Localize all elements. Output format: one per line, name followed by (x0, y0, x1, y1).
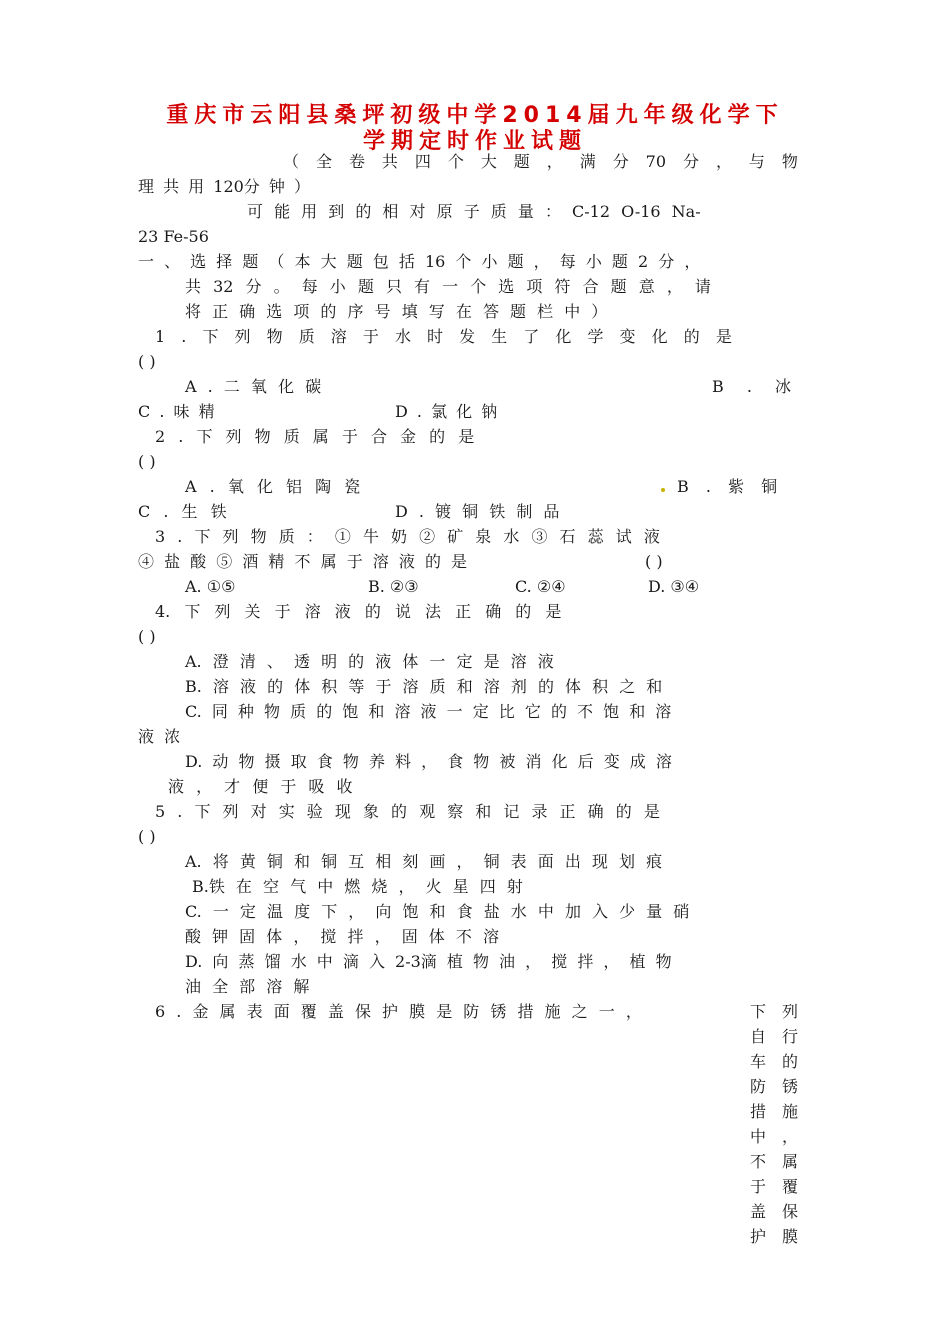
question-5-option-a: A. 将 黄 铜 和 铜 互 相 刻 画 ， 铜 表 面 出 现 划 痕 (185, 852, 663, 871)
question-2-option-b: B . 紫 铜 (677, 477, 778, 496)
question-3-answer-paren: ( ) (645, 552, 663, 571)
question-5-option-c-line-2: 酸 钾 固 体 ， 搅 拌 ， 固 体 不 溶 (185, 927, 499, 946)
question-6-column-line: 自 行 (750, 1027, 798, 1046)
question-6-column-line: 车 的 (750, 1052, 798, 1071)
question-4-option-c-line-2: 液 浓 (138, 727, 181, 746)
stray-dot-mark (661, 488, 665, 492)
question-6-stem: 6 . 金 属 表 面 覆 盖 保 护 膜 是 防 锈 措 施 之 一 ， (155, 1002, 642, 1021)
question-1-answer-paren: ( ) (138, 352, 156, 371)
atomic-masses-line-1: 可 能 用 到 的 相 对 原 子 质 量 ： C-12 O-16 Na- (247, 202, 701, 221)
question-3-stem: 3 . 下 列 物 质 ： ① 牛 奶 ② 矿 泉 水 ③ 石 蕊 试 液 (155, 527, 660, 546)
question-4-option-b: B. 溶 液 的 体 积 等 于 溶 质 和 溶 剂 的 体 积 之 和 (185, 677, 663, 696)
question-3-option-c: C. ②④ (515, 577, 566, 596)
document-title-line-1: 重庆市云阳县桑坪初级中学2014届九年级化学下 (166, 103, 784, 128)
question-1-option-d: D . 氯 化 钠 (395, 402, 498, 421)
question-3-option-d: D. ③④ (648, 577, 700, 596)
question-5-stem: 5 . 下 列 对 实 验 现 象 的 观 察 和 记 录 正 确 的 是 (155, 802, 660, 821)
question-2-option-d: D . 镀 铜 铁 制 品 (395, 502, 560, 521)
question-3-option-a: A. ①⑤ (185, 577, 236, 596)
question-3-option-b: B. ②③ (368, 577, 419, 596)
question-1-option-a: A . 二 氧 化 碳 (185, 377, 322, 396)
question-4-option-c-line-1: C. 同 种 物 质 的 饱 和 溶 液 一 定 比 它 的 不 饱 和 溶 (185, 702, 672, 721)
question-4-option-d-line-2: 液 ， 才 便 于 吸 收 (168, 777, 353, 796)
question-5-option-d-line-2: 油 全 部 溶 解 (185, 977, 310, 996)
question-6-column-line: 不 属 (750, 1152, 798, 1171)
question-6-narrow-column-text (750, 999, 798, 1249)
question-4-option-a: A. 澄 清 、 透 明 的 液 体 一 定 是 溶 液 (185, 652, 554, 671)
question-6-column-line: 措 施 (750, 1102, 798, 1121)
question-6-column-line: 盖 保 (750, 1202, 798, 1221)
question-5-answer-paren: ( ) (138, 827, 156, 846)
section-heading-line-2: 共 32 分 。 每 小 题 只 有 一 个 选 项 符 合 题 意 ， 请 (185, 277, 711, 296)
question-6-column-line: 中 ， (750, 1127, 798, 1146)
question-1-option-b: B . 冰 (712, 377, 792, 396)
question-6-column-line: 防 锈 (750, 1077, 798, 1096)
question-2-stem: 2 . 下 列 物 质 属 于 合 金 的 是 (155, 427, 475, 446)
question-5-option-b: B.铁 在 空 气 中 燃 烧 ， 火 星 四 射 (192, 877, 523, 896)
section-heading-line-1: 一 、 选 择 题 （ 本 大 题 包 括 16 个 小 题 ， 每 小 题 2 分 ， (138, 252, 701, 271)
question-6-column-line: 护 膜 (750, 1227, 798, 1246)
question-3-stem-line-2: ④ 盐 酸 ⑤ 酒 精 不 属 于 溶 液 的 是 (138, 552, 468, 571)
exam-info-line-1: （ 全 卷 共 四 个 大 题 ， 满 分 70 分 ， 与 物 (283, 152, 798, 171)
question-5-option-c-line-1: C. 一 定 温 度 下 ， 向 饱 和 食 盐 水 中 加 入 少 量 硝 (185, 902, 690, 921)
question-6-column-line: 下 列 (750, 1002, 798, 1021)
question-1-stem: 1 . 下 列 物 质 溶 于 水 时 发 生 了 化 学 变 化 的 是 (155, 327, 732, 346)
question-1-option-c: C . 味 精 (138, 402, 215, 421)
document-title-line-2: 学期定时作业试题 (362, 129, 587, 154)
exam-info-line-2: 理 共 用 120分 钟 ） (138, 177, 310, 196)
question-6-column-line: 于 覆 (750, 1177, 798, 1196)
question-5-option-d-line-1: D. 向 蒸 馏 水 中 滴 入 2-3滴 植 物 油 ， 搅 拌 ， 植 物 (185, 952, 672, 971)
question-2-option-c: C . 生 铁 (138, 502, 227, 521)
question-4-option-d-line-1: D. 动 物 摄 取 食 物 养 料 ， 食 物 被 消 化 后 变 成 溶 (185, 752, 672, 771)
question-4-stem: 4. 下 列 关 于 溶 液 的 说 法 正 确 的 是 (155, 602, 562, 621)
section-heading-line-3: 将 正 确 选 项 的 序 号 填 写 在 答 题 栏 中 ） (185, 302, 608, 321)
atomic-masses-line-2: 23 Fe-56 (138, 227, 209, 246)
question-2-answer-paren: ( ) (138, 452, 156, 471)
question-4-answer-paren: ( ) (138, 627, 156, 646)
question-2-option-a: A . 氧 化 铝 陶 瓷 (185, 477, 361, 496)
